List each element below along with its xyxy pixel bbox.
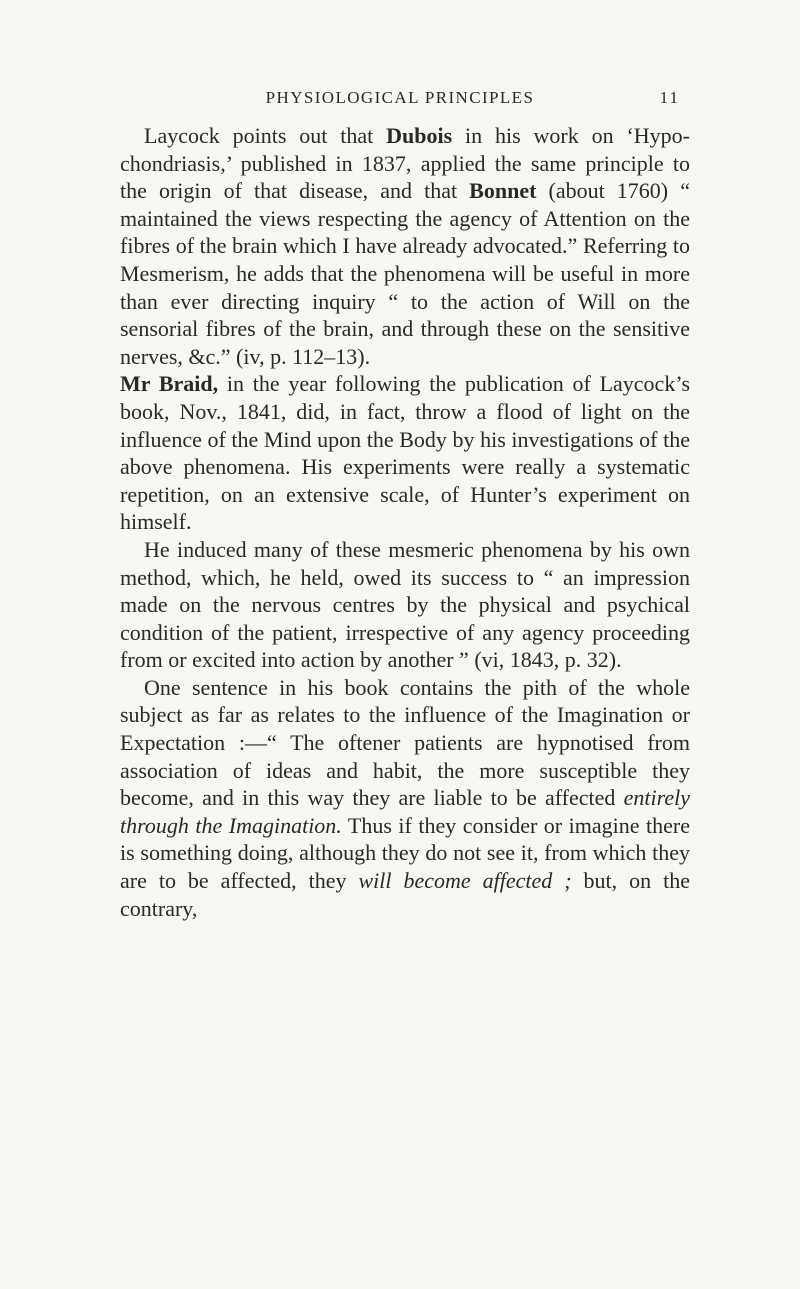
text-run: but, on the contrary,: [120, 868, 690, 921]
italic-text: will become affected ;: [358, 868, 572, 894]
paragraph: [120, 370, 690, 536]
running-title: PHYSIOLOGICAL PRINCIPLES: [265, 88, 535, 107]
text-run: in the year following the publication of Laycock’s book, Nov., 1841, did, in fact, throw a flood of light on the influence of the Mind upon the Body by his investigations of the above phenomena. His experiments were really a systematic repetition, on an extensive scale, of Hunter’s experiment on himself.: [120, 371, 691, 535]
italic-text: entirely through the Imagination.: [120, 785, 690, 838]
text-run: in his work on ‘Hypo-chondriasis,’ published in 1837, applied the same principle to the origin of that disease, and that: [120, 123, 691, 204]
text-run: He induced many of these mesmeric phenomena by his own method, which, he held, owed its success to “ an impression made on the nervous centres by the physical and psychical condition of the patient, irrespective of any agency proceeding from or excited into action by another ” (vi, 1843, p. 32).: [120, 536, 690, 673]
paragraph: [120, 536, 690, 674]
body-text: [120, 122, 690, 922]
text-run: (about 1760) “ maintained the views respecting the agency of Attention on the fibres of the brain which I have already advocated.” Referring to Mesmerism, he adds that the phenomena will be useful in more than ever directing inquiry “ to the action of Will on the sensorial fibres of the brain, and through these on the sensitive nerves, &c.” (iv, p. 112–13).: [120, 178, 690, 369]
bold-text: Bonnet: [469, 178, 537, 204]
bold-text: Mr Braid,: [120, 371, 219, 397]
text-run: Laycock points out that: [144, 123, 387, 148]
bold-text: Dubois: [386, 123, 453, 148]
running-header: [0, 88, 800, 114]
text-run: Thus if they consider or imagine there is something doing, although they do not see it, from which they are to be affected, they: [120, 812, 690, 894]
paragraph: [120, 674, 690, 922]
page-number: 11: [659, 88, 680, 107]
text-run: One sentence in his book contains the pith of the whole subject as far as relates to the influence of the Imagination or Expectation :—“ The oftener patients are hypnotised from association of ideas and habit, the more susceptible they become, and in this way they are liable to be affected: [120, 674, 690, 811]
paragraph: [120, 122, 690, 370]
